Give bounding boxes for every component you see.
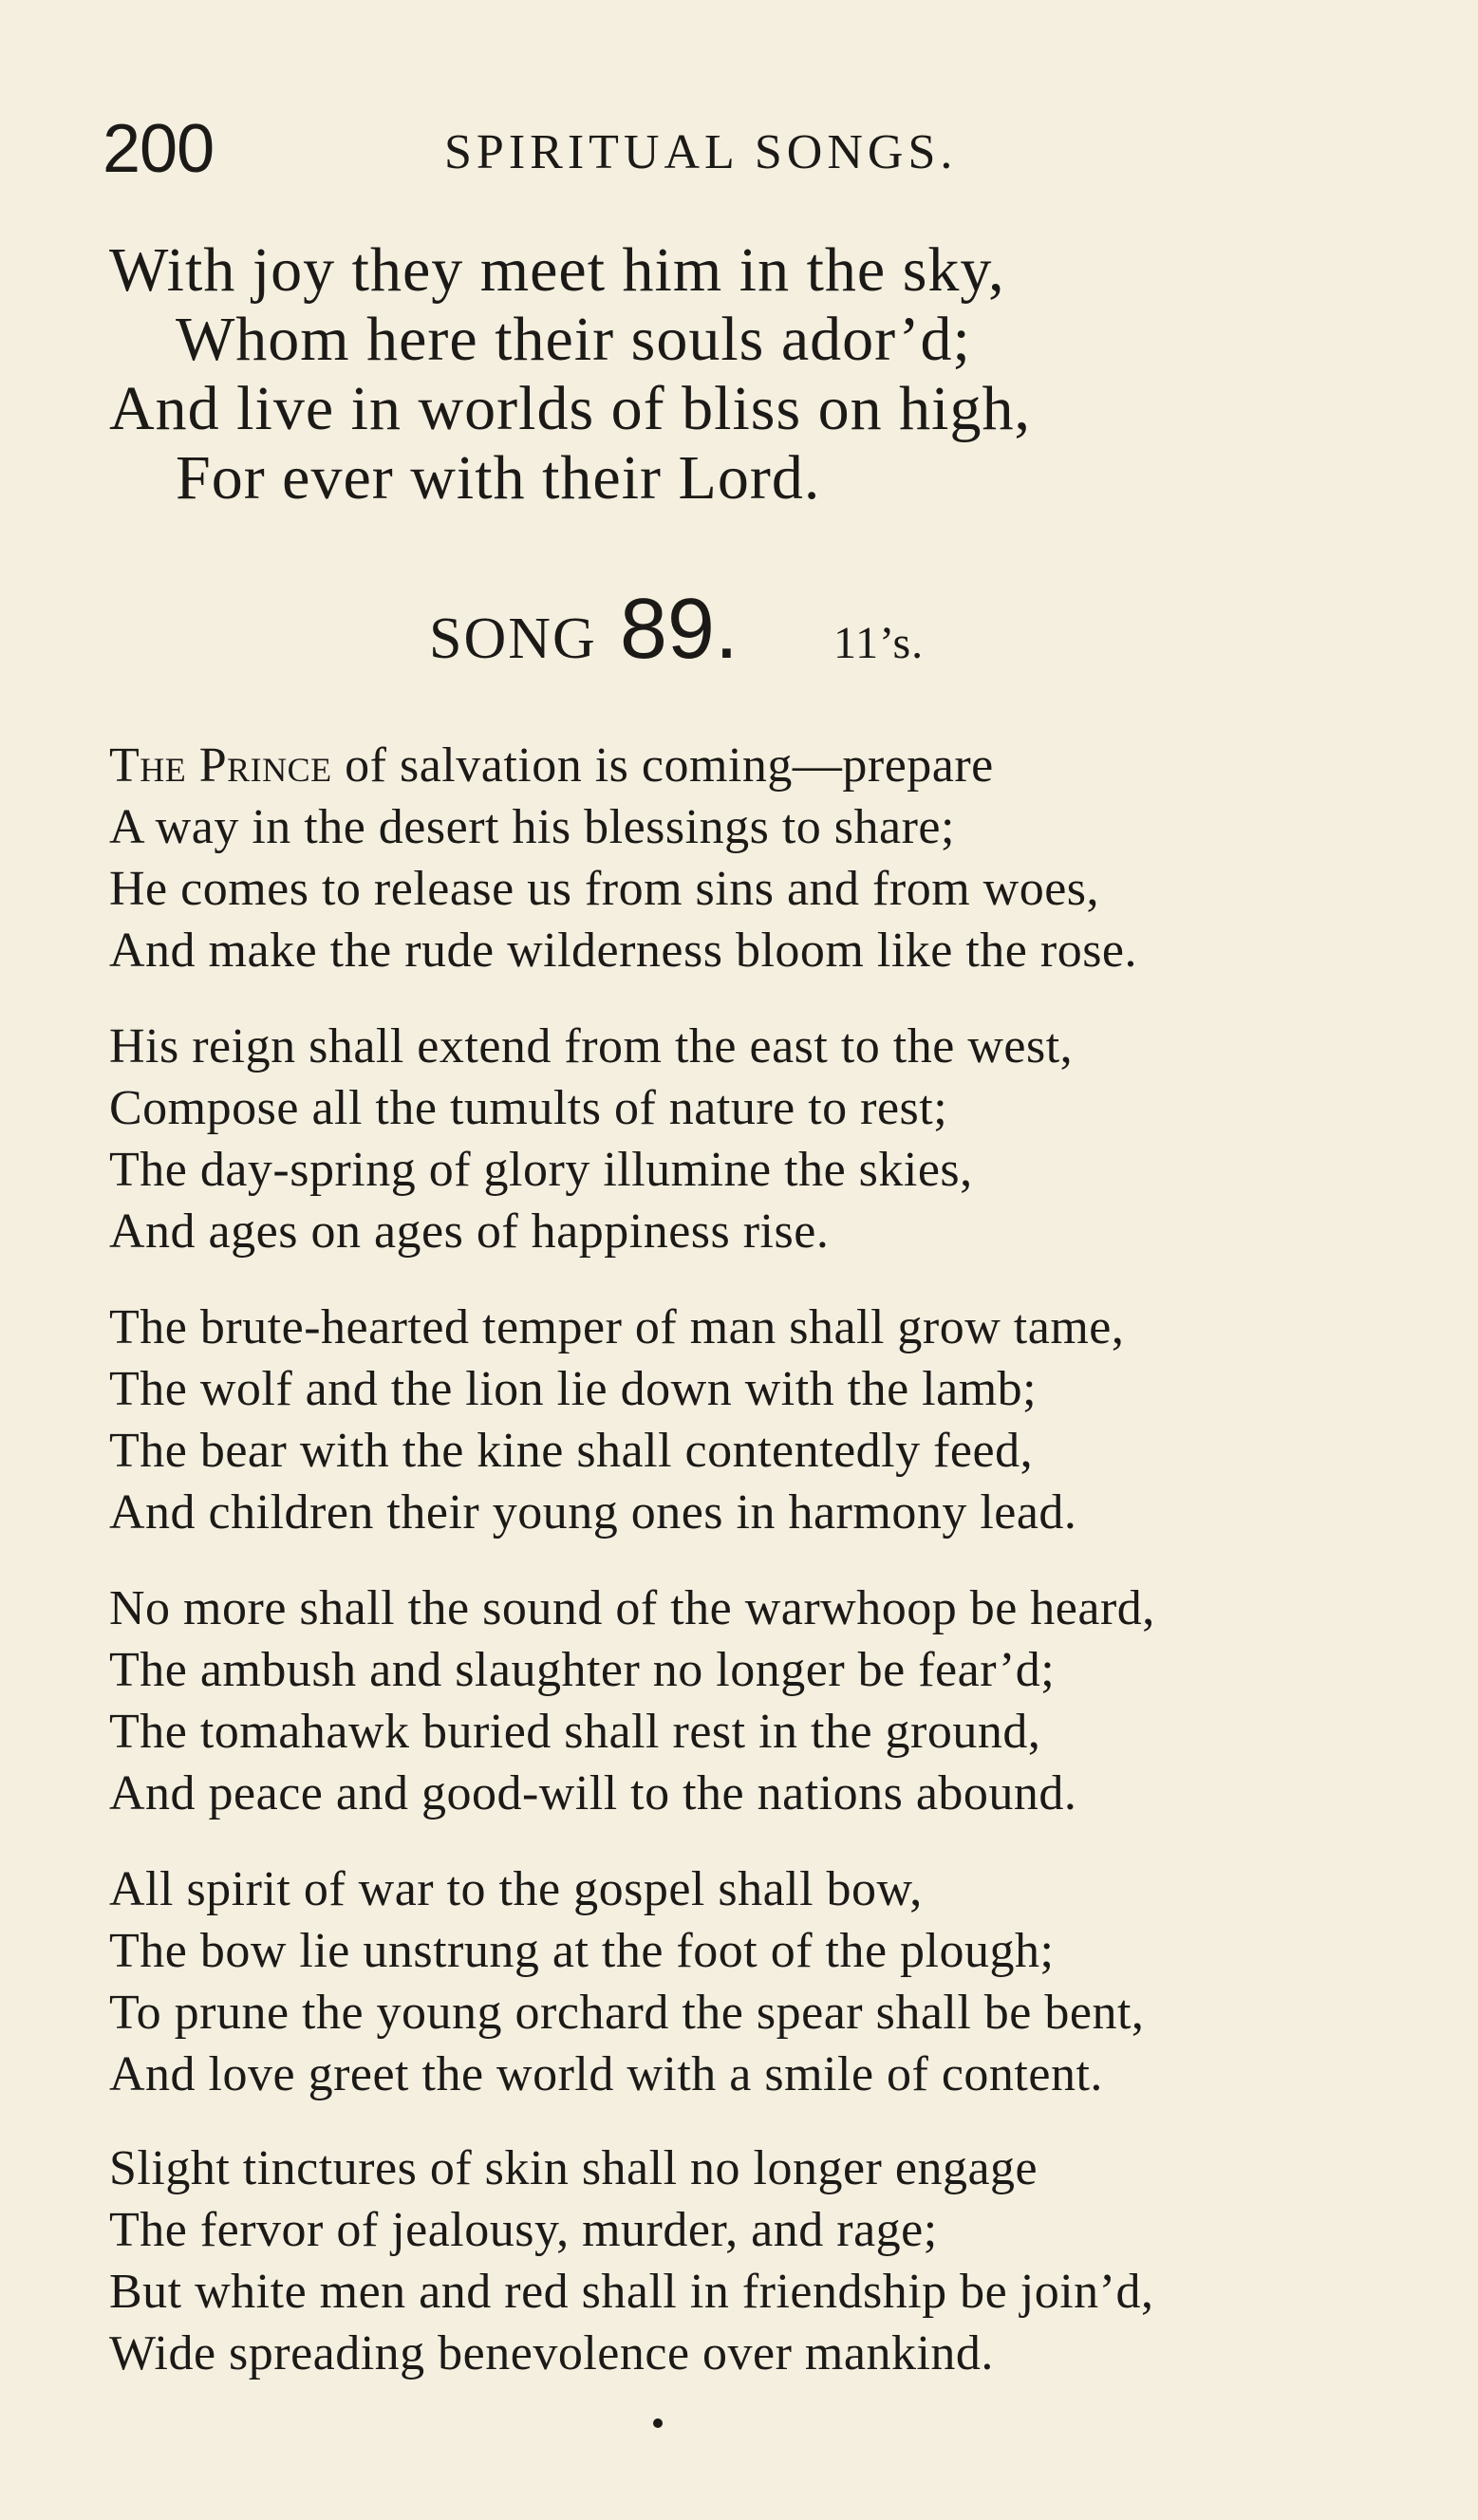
verse-line: The brute-hearted temper of man shall grow tame, — [109, 1300, 1125, 1354]
stanza-4 — [109, 1577, 1155, 1824]
verse-line: And children their young ones in harmony lead. — [109, 1485, 1077, 1540]
verse-line: The wolf and the lion lie down with the lamb; — [109, 1362, 1038, 1416]
verse-line: The bear with the kine shall contentedly feed, — [109, 1424, 1034, 1478]
verse-line: And peace and good-will to the nations abound. — [109, 1766, 1077, 1820]
verse-line: Whom here their souls ador’d; — [176, 305, 971, 374]
verse-line: The ambush and slaughter no longer be fear’d; — [109, 1643, 1056, 1697]
stanza-3 — [109, 1297, 1124, 1543]
running-head: SPIRITUAL SONGS. — [444, 125, 958, 179]
page-number: 200 — [103, 111, 215, 187]
verse-line: Compose all the tumults of nature to rest; — [109, 1081, 948, 1135]
stanza-6 — [109, 2137, 1153, 2384]
verse-line: With joy they meet him in the sky, — [109, 235, 1005, 305]
verse-line: A way in the desert his blessings to share; — [109, 800, 955, 854]
verse-line: Slight tinctures of skin shall no longer engage — [109, 2141, 1038, 2195]
song-title — [429, 581, 924, 685]
verse-line: The day-spring of glory illumine the skies, — [109, 1143, 973, 1197]
verse-line: The bow lie unstrung at the foot of the plough; — [109, 1924, 1055, 1978]
verse-line: His reign shall extend from the east to the west, — [109, 1019, 1074, 1073]
first-words: The Prince — [109, 738, 332, 793]
verse-line-rest: of salvation is coming—prepare — [331, 738, 994, 793]
song-number: 89. — [619, 582, 739, 677]
song-label: SONG — [429, 607, 597, 671]
verse-line — [109, 735, 1137, 796]
verse-line: To prune the young orchard the spear shall be bent, — [109, 1986, 1145, 2040]
verse-line: And ages on ages of happiness rise. — [109, 1204, 830, 1259]
stanza-5 — [109, 1858, 1144, 2105]
verse-line: All spirit of war to the gospel shall bow, — [109, 1862, 923, 1916]
verse-line: For ever with their Lord. — [176, 443, 821, 513]
verse-line: And live in worlds of bliss on high, — [109, 374, 1031, 443]
verse-line: He comes to release us from sins and from woes, — [109, 862, 1100, 916]
stanza-2 — [109, 1016, 1073, 1262]
stanza-1 — [109, 735, 1137, 981]
page-header — [103, 106, 1052, 192]
verse-line: And make the rude wilderness bloom like the rose. — [109, 924, 1138, 978]
song-meter: 11’s. — [833, 618, 925, 668]
verse-line: Wide spreading benevolence over mankind. — [109, 2326, 994, 2380]
verse-line: The fervor of jealousy, murder, and rage; — [109, 2203, 938, 2257]
intro-stanza — [109, 235, 1031, 513]
verse-line: No more shall the sound of the warwhoop be heard, — [109, 1581, 1155, 1635]
printer-mark-dot — [653, 2418, 663, 2428]
verse-line: The tomahawk buried shall rest in the ground, — [109, 1705, 1041, 1759]
verse-line: And love greet the world with a smile of content. — [109, 2047, 1103, 2101]
verse-line: But white men and red shall in friendship be join’d, — [109, 2265, 1154, 2319]
